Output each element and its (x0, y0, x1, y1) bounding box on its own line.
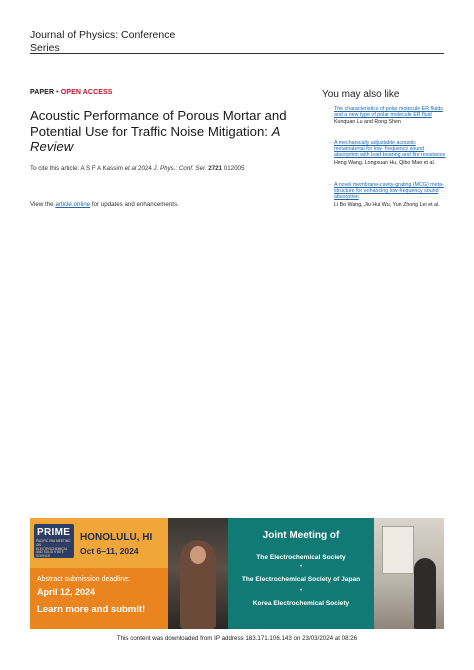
label-separator: • (54, 89, 61, 96)
download-footer: This content was downloaded from IP address 183.171.106.143 on 23/03/2024 at 08:26 (116, 635, 358, 642)
open-access-label: OPEN ACCESS (60, 89, 113, 96)
related-item-link[interactable]: A novel membrane-cavity-grating (MCG) meta-structure for enhancing low-frequency sound absorption (334, 182, 444, 201)
photo-poster (382, 526, 414, 574)
article-online-link[interactable]: article online (55, 201, 91, 208)
related-item-authors: Kunquan Lu and Rong Shen (334, 119, 401, 126)
view-online-line (30, 201, 179, 208)
prime-logo-text: PRIME (37, 527, 71, 538)
related-heading: You may also like (322, 89, 400, 100)
photo-person (414, 558, 436, 629)
related-item (329, 182, 446, 208)
learn-more-cta[interactable]: Learn more and submit! (37, 604, 146, 615)
bullet-dash: - (329, 106, 331, 112)
related-item-link[interactable]: A mechanically adjustable acoustic metamaterial for low- frequency sound absorption with load-bearing and fire resistance (334, 140, 446, 159)
society-dot: • (299, 588, 303, 594)
citation-journal: J. Phys.: Conf. Ser. (153, 165, 207, 172)
joint-meeting-title: Joint Meeting of (262, 530, 340, 541)
citation-volume: 2721 (208, 165, 223, 172)
article-title-main: Acoustic Performance of Porous Mortar and Potential Use for Traffic Noise Mitigation: (30, 108, 287, 139)
journal-name-line1: Journal of Physics: Conference (30, 29, 176, 41)
article-type-label (30, 89, 113, 96)
related-item-authors: Li Bo Wang, Jiu Hui Wu, Yun Zhong Lei et al. (334, 201, 440, 208)
article-title-italic: A Review (30, 123, 280, 154)
view-prefix: View the (30, 201, 56, 208)
prime-logo-subtitle: PACIFIC RIM MEETING ON ELECTROCHEMICAL AND SOLID STATE SCIENCE (36, 539, 71, 559)
citation-number: 012005 (222, 165, 245, 172)
paper-label: PAPER (30, 89, 55, 96)
society-ecsj: The Electrochemical Society of Japan (241, 576, 361, 583)
deadline-label: Abstract submission deadline: (37, 576, 130, 583)
bullet-dash: - (329, 182, 331, 188)
view-suffix: for updates and enhancements. (90, 201, 179, 208)
citation-year: 2024 (136, 165, 154, 172)
header-divider (30, 53, 444, 54)
deadline-date: April 12, 2024 (37, 587, 96, 597)
related-item (329, 140, 446, 166)
related-item-link[interactable]: The characteristics of polar molecule ER fluids and a new type of polar molecule ER fluid (334, 106, 443, 119)
citation-line (30, 165, 244, 172)
citation-prefix: To cite this article: A S F A Kassim (30, 165, 125, 172)
article-title (30, 108, 298, 155)
journal-name-line2: Series (30, 41, 60, 54)
photo-person-face (190, 546, 206, 564)
related-item-authors: Heng Wang, Longxuan Hu, Qibo Mao et al. (334, 159, 436, 166)
society-ecs: The Electrochemical Society (256, 554, 346, 561)
society-dot: • (299, 564, 303, 570)
journal-name (30, 29, 220, 54)
related-item (329, 106, 446, 126)
event-banner[interactable] (30, 518, 444, 629)
society-kecs: Korea Electrochemical Society (252, 600, 350, 607)
event-dates: Oct 6–11, 2024 (80, 546, 139, 556)
citation-etal: et al (124, 165, 137, 172)
event-location: HONOLULU, HI (80, 532, 153, 543)
banner-teal-panel (228, 518, 374, 629)
bullet-dash: - (329, 140, 331, 146)
